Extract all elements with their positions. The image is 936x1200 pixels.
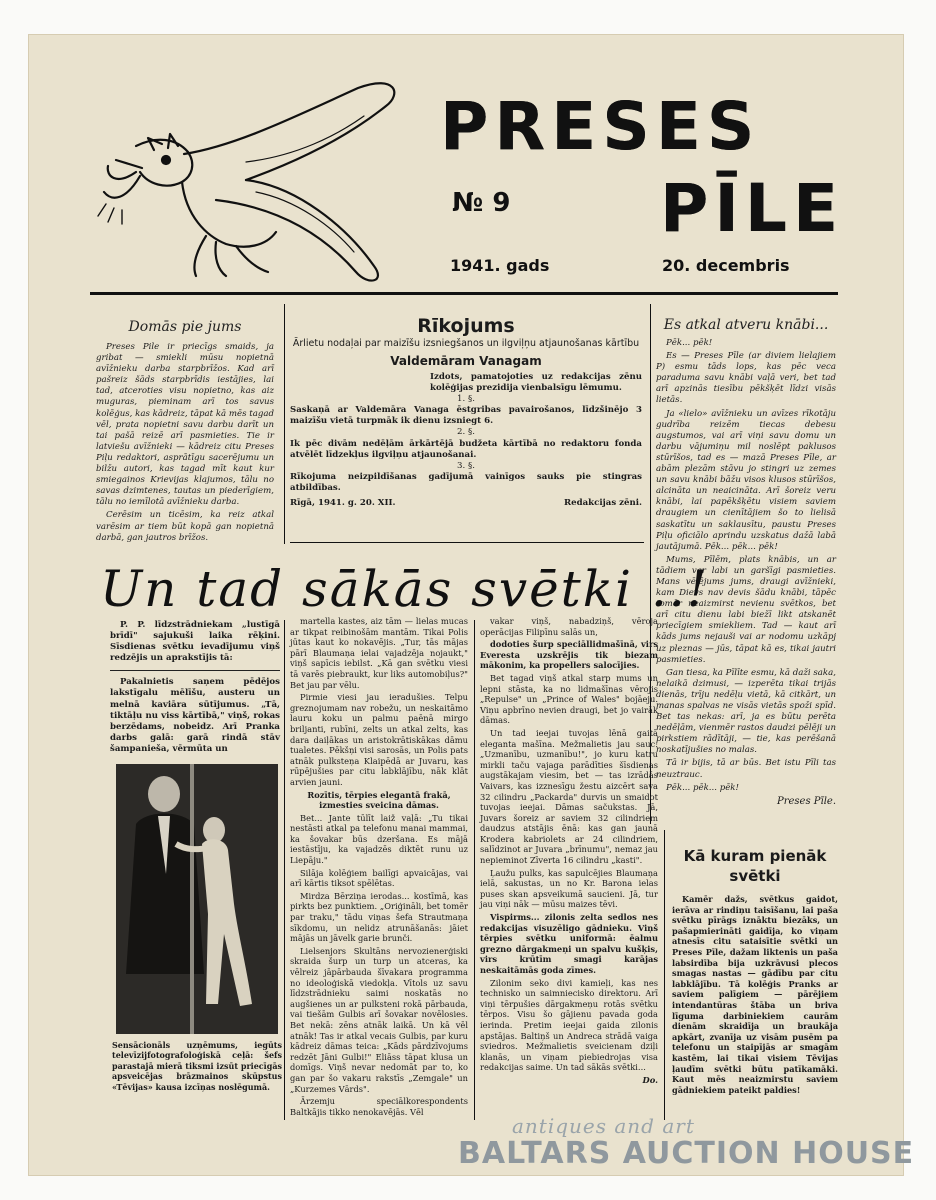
right-column-heading: Es atkal atveru knābi... (663, 317, 829, 333)
article-paragraph: vakar viņš, nabadziņš, vēroja operācijas Filipīnu salās un, (480, 616, 658, 637)
decree-bottom-rule (290, 542, 644, 543)
article-paragraph: Ārzemju speciālkorespondents Baltkājis tikko nenokavējās. Vēl (290, 1096, 468, 1117)
left-column-paragraph: Preses Pile ir priecīgs smaids, ja gribat — smiekli mūsu nopietnā avīžnieku darba starpbrīžos. Kad arī pašreiz šāds starpbrīdis iestājies, lai tad, atceroties visu nopietno, kas aiz muguras, pieminam arī tos savus kolēģus, kas kādreiz, tāpat kā mēs tagad vēl, prata nopietni savu darbu darīt un tai pašā reizē arī pasmieties. Tie ir latviešu avīžnieki — kādreiz citu Preses Piļu redaktori, asprātīgu sacerējumu un bilžu autori, kas tagad mīt kaut kur smiegainos Krievijas klajumos, tālu no savas dzimtenes, tautas un piederīgiem, tālu no iemīlotā avīžnieku darba. (96, 342, 274, 508)
article-paragraph: Lielsenjors Skultāns nervozienerģiski skraida šurp un turp un atceras, ka vēlreiz jāpārbauda šīvakara programma no ideoloģiskā viedokļa. Vītols uz savu līdzstrādnieku saimi noskatās no augšienes un ar pulksteni rokā pārbauda, vai tiešām Gulbis arī šovakar novēlosies. Bet nekā: zēns atnāk laikā. Un kā vēl atnāk! Tas ir atkal vecais Gulbis, par kuru kādreiz dāmas teica: „Kāds pārdzīvojums redzēt Jāni Gulbi!" Eliāss tāpat klusa un domīgs. Viņš nevar nedomāt par to, ko gan par šo vakaru rakstīs „Zemgale" un „Kurzemes Vārds". (290, 945, 468, 1094)
article-paragraph: Un tad ieejai tuvojas lēnā gaitā eleganta mašīna. Mežmalietis jau sauc: „Uzmanību, uzmanību!", jo kuru katru mirkli taču vajaga parādīties šīsdienas augstākajam viesim, bet — tas izrādās Vaivars, kas izznesīgu žestu aizcērt sava 32 cilindru „Packarda" durvis un smaidot tuvojas ieejai. Dāmas sačukstas. Jā, Juvars šoreiz ar saviem 32 cilindriem daudzus atstājis ēnā: kas gan jaunā Krodera kabriolets ar 24 cilindriem, salīdzinot ar Juvara „brīnumu", nemaz jau nepieminot Zīverta 16 cilindru „kasti". (480, 727, 658, 866)
article-paragraph: martella kastes, aiz tām — lielas mucas ar tikpat reibinošām mantām. Tikai Polis jūtas kaut ko nokavējis. „Tur, tās mājas pārī Blaumaņa ielai vajadzēja nojaukt," viņš sapīcis iebilst. „Kā gan svētku viesi tā varēs piebraukt, kur liks automobiļus?" Bet jau par vēlu. (290, 616, 468, 690)
column-divider (284, 620, 285, 1120)
side-article (672, 846, 838, 1097)
decree-section-number: 3. §. (457, 460, 475, 471)
right-column-paragraph: Gan tiesa, ka Pīlīte esmu, kā daži saka, nelaikā dzimusi, — izperēta tikai trijās dienās, trīju nedēļu vietā, kā citkārt, un manas spalvas ne visās vietās spoži spīd. Bet tas nekas: arī, ja es būtu perēta nedēļām, vienmēr rastos daudzi pēlēji un pirkstiem rādītāji, — tie, kas perēšanā noskatījušies no malas. (656, 667, 836, 756)
right-column-paragraph: Ja «lielo» avīžnieku un avīzes rīkotāju gudrība reizēm tiecas debesu augstumos, vai arī viņi savu domu un darbu vājumiņu mil noslēpt paklusos stūrīšos, tad es — mazā Preses Pīle, ar abām plezām stāvu jo stingri uz zemes un savu knābi bāžu visos klusos stūrīšos, alcināta un neaicināta. Arī šoreiz veru knābi, lai papēkšķētu visiem saviem draugiem un cienītājiem šo to lielisā saskatītu un saklausītu, paustu Preses Piļu oficiālo aprindu uzskatus dažā labā jautājumā. Pēk... pēk... pēk! (656, 408, 836, 552)
right-column-paragraph: Pēk... pēk! (666, 338, 713, 348)
decree-signature: Redakcijas zēni. (564, 498, 642, 509)
decree-section-number: 1. §. (457, 394, 475, 405)
article-paragraph: Pakalnietis saņem pēdējos lakstīgalu mēlīšu, austeru un melnā kaviāra sūtījumus. „Tā, tiktāļu nu viss kārtībā," viņš, rokas berzēdams, nobeidz. Arī Pranka darbs galā: garā rindā stāv šampanieša, vērmūta un (110, 677, 280, 754)
decree-box (290, 314, 642, 509)
party-photo (116, 764, 278, 1034)
column-divider (664, 830, 665, 1120)
article-column-3 (480, 616, 658, 1086)
article-paragraph: Ļaužu pulks, kas sapulcējies Blaumaņa ielā, sakustas, un no Kr. Barona ielas puses skan apsveikumā saucieni. Jā, tur jau viņi nāk — mūsu maizes tēvi. (480, 867, 658, 910)
issue-date: 20. decembris (662, 256, 790, 275)
article-paragraph: Pirmie viesi jau ieradušies. Telpu greznojumam nav robežu, un neskaitāmo lauru koku un palmu paēnā mirgo briljanti, rubīni, zelts un atkal zelts, kas dara daiļākas un aristokrātiskākas dāmu tualetes. Pēkšņi visi sarosās, un Polis pats atnāk pulksteņa Klaipēdā ar Juvaru, kas rūpējušies par citu labklājību, nāk klāt arvien jauni. (290, 692, 468, 787)
article-paragraph: Bet... Jante tūlīt laiž vaļā: „Tu tikai nestāsti atkal pa telefonu manai mammai, ka šovakar būs dzeršana. Es mājā iestāstīju, ka vajadzēs diktēt runu uz Liepāju." (290, 812, 468, 866)
masthead-title-line2: PĪLE (660, 170, 845, 247)
side-article-title: Kā kuram pienāk svētki (683, 847, 827, 885)
article-paragraph: P. P. līdzstrādniekam „lustīgā brīdī" sajukuši laika rēķini. Sīsdienas svētku ievadījumu viņš redzējis un aprakstījis tā: (110, 620, 280, 664)
decree-section-text: Saskaņā ar Valdemāra Vanaga ēstgribas pavairošanos, līdzšinējo 3 maizīšu vietā turpmāk ik dienu izsniegt 6. (290, 405, 642, 427)
left-column-heading: Domās pie jums (128, 319, 242, 335)
party-photo-image (116, 764, 278, 1034)
main-headline: Un tad sākās svētki ..! (100, 560, 709, 618)
left-editorial-column (96, 318, 274, 546)
article-paragraph: Bet tagad viņš atkal starp mums un lepni stāsta, ka no lidmašīnas vērojis „Repulse" un „Prince of Wales" bojāeju. Viņu apbrīno nevien draugi, bet jo vairāk dāmas. (480, 672, 658, 726)
duck-mascot-illustration (96, 76, 416, 286)
decree-section-number: 2. §. (457, 427, 475, 438)
photo-caption: Sensācionāls uzņēmums, iegūts televīzijfotografoloģiskā ceļā: šefs parastajā mierā tiksmi izsūt priecīgās apsveicējas brāzmainos skūpstus «Tēvijas» kausa izcīņas noslēgumā. (112, 1040, 282, 1092)
decree-title: Rīkojums (417, 315, 515, 337)
issue-year: 1941. gads (450, 256, 550, 275)
article-paragraph: dodoties šurp speciāllidmašīnā, virs Everesta uzskrējis tik biezam mākonim, ka propellers salocījies. (480, 639, 658, 671)
article-column-2 (290, 616, 468, 1119)
left-column-paragraph: Cerēsim un ticēsim, ka reiz atkal varēsim ar tiem būt kopā gan nopietnā darbā, gan jautros brīžos. (96, 510, 274, 543)
right-column-signature: Preses Pīle. (776, 795, 836, 807)
article-paragraph: Mirdza Bērziņa ierodas... kostīmā, kas pirkts bez punktiem. „Oriģināli, bet tomēr par traku," tādu viņas šefa Strautmaņa sīkdomu, un nelidz atrunāšanās: jāiet mājās un jāvelk garie brunči. (290, 890, 468, 944)
watermark-tagline: antiques and art (512, 1114, 695, 1138)
article-paragraph: Zilonim seko divi kamieļi, kas nes technisko un saimniecisko direktoru. Arī viņi tērpušies dārgakmeņu rotās svētku tērpos. Visu šo gājienu pavada goda ierinda. Pretim ieejai gaida zilonis apstājas. Baltiņš un Andreca strādā vaiga sviedros. Mežmalietis sveicienam dziļi klanās, un viņam piebiedrojas visa redakcijas saime. Un tad sākās svētki... (480, 977, 658, 1073)
article-paragraph: Vispirms... zilonis zelta sedlos nes redakcijas visuzēligo gādnieku. Viņš tērpies svētku uniformā: ēalmu grezno dārgakmeņi un spalvu kušķis, virs krūtīm smagi karājas neskaitāmās goda zīmes. (480, 912, 658, 975)
issue-number: № 9 (452, 188, 511, 218)
column-divider (284, 304, 285, 544)
decree-subtitle: Ārlietu nodaļai par maizīšu izsniegšanos un ilgviļņu atjaunošanas kārtību (292, 338, 640, 349)
right-column-paragraph: Mums, Pīlēm, plats knābis, un ar tādiem var labi un garšīgi pasmieties. Mans vēlējums jums, draugi avīžnieki, kam Dievs nav devis šādu knābi, tāpēc tomēr neaizmirst nevienu svētkos, bet arī citu dienu labi biežī likt atskanēt priecīgiem smiekliem. Tad — kaut arī kāds jums nejauši vai ar nodomu uzkāpj uz pleznas — jūs, tāpat kā es, tikai jautri pasmieties. (656, 554, 836, 665)
masthead-title-line1: PRESES (440, 88, 761, 165)
side-article-text: Kamēr dažs, svētkus gaidot, ierāva ar rindiņu taisīšanu, lai paša svētku pīrāgs iznāktu biezāks, un pašapmierināti gaidīja, ko viņam atnesīs citu sataisītie svētki un Preses Pīle, dažam liktenis un paša labsirdība bija uzkrāvusi plecos smagas nastas — gādību par citu labklājību. Tā kolēģis Pranks ar saviem palīgiem — pārējiem intendantūras štāba un briva līguma darbiniekiem caurām dienām skraidīja un braukāja apkārt, zvanīja uz visām pusēm pa telefonu un staipījās ar smagām kastēm, lai tikai visiem Tēvijas ļaudīm svētki būtu patīkamāki. Kaut mēs neaizmirstu saviem gādniekiem pateikt paldies! (672, 894, 838, 1095)
right-column-paragraph: Tā ir bijis, tā ar būs. Bet istu Pīli tas neuztrauc. (656, 758, 836, 780)
right-column-paragraph: Pēk... pēk... pēk! (666, 782, 739, 793)
decree-section-text: Rīkojuma neizpildīšanas gadījumā vainīgos sauks pie stingras atbildības. (290, 471, 642, 493)
decree-place-date: Rīgā, 1941. g. 20. XII. (290, 498, 396, 509)
article-paragraph: Rozītis, tērpies elegantā frakā, izmesties sveicina dāmas. (307, 789, 451, 811)
decree-intro: Izdots, pamatojoties uz redakcijas zēnu kolēģijas prezidija vienbalsīgu lēmumu. (430, 372, 642, 394)
article-paragraph: Silāja kolēģiem bailīgi apvaicājas, vai arī kārtis tiksot spēlētas. (290, 867, 468, 889)
decree-section-text: Ik pēc divām nedēļām ārkārtējā budžeta kārtībā no redaktoru fonda atvēlēt līdzekļus ilgviļņu atjaunošanai. (290, 438, 642, 460)
watermark-brand: BALTARS AUCTION HOUSE (458, 1136, 915, 1171)
decree-addressee: Valdemāram Vanagam (390, 354, 542, 368)
column-divider (474, 620, 475, 1120)
masthead-rule (90, 292, 838, 295)
article-column-1 (110, 620, 280, 757)
article-signature: Do. (642, 1074, 658, 1085)
right-column-paragraph: Es — Preses Pīle (ar diviem lielajiem P) esmu tāds lops, kas pēc veca paraduma savu knābi vaļā veri, bet tad arī apzinās tiesību pēkšķēt līdzi visās lietās. (656, 351, 836, 406)
